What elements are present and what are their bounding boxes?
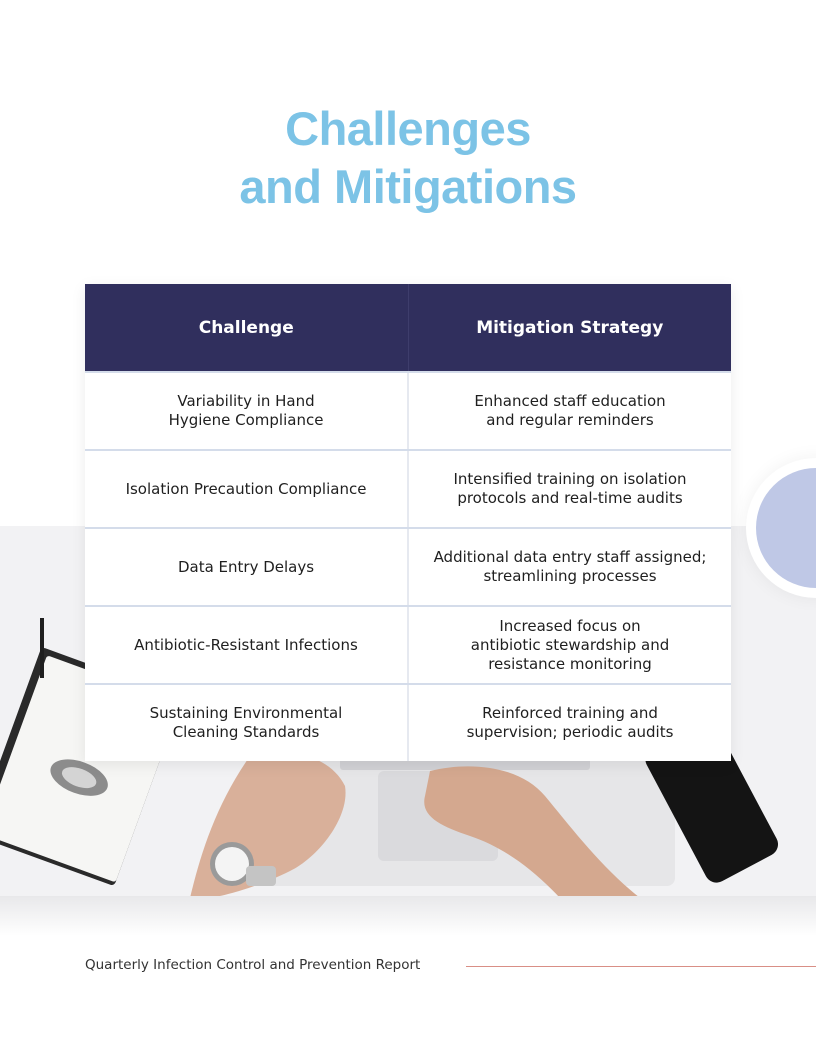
- challenges-table: [85, 284, 731, 761]
- footer-divider: [466, 966, 816, 967]
- footer-report-name: Quarterly Infection Control and Prevention Report: [85, 957, 421, 973]
- table-row: [85, 683, 731, 761]
- challenge-cell: Sustaining Environmental Cleaning Standards: [149, 704, 343, 741]
- page-title-line-2: and Mitigations: [239, 160, 577, 213]
- challenge-cell: Data Entry Delays: [177, 557, 315, 576]
- mitigation-cell: Intensified training on isolation protocols and real-time audits: [407, 451, 731, 527]
- challenge-cell: Variability in Hand Hygiene Compliance: [168, 392, 324, 429]
- photo-bottom-fade: [0, 896, 816, 936]
- page-title-line-1: Challenges: [285, 102, 531, 155]
- table-row: [85, 449, 731, 527]
- mitigation-cell: Reinforced training and supervision; periodic audits: [407, 685, 731, 761]
- mitigation-cell: Increased focus on antibiotic stewardship and resistance monitoring: [407, 607, 731, 683]
- table-row: [85, 605, 731, 683]
- header-mitigation-strategy: Mitigation Strategy: [408, 284, 732, 371]
- decorative-circle-fill: [756, 468, 816, 588]
- table-row: [85, 527, 731, 605]
- mitigation-cell: Additional data entry staff assigned; streamlining processes: [407, 529, 731, 605]
- mitigation-cell: Enhanced staff education and regular reminders: [407, 373, 731, 449]
- challenge-cell: Antibiotic-Resistant Infections: [134, 635, 358, 654]
- table-header: [85, 284, 731, 371]
- challenge-cell: Isolation Precaution Compliance: [125, 479, 367, 498]
- header-challenge: Challenge: [198, 317, 294, 338]
- table-row: [85, 371, 731, 449]
- page-title: [0, 100, 816, 216]
